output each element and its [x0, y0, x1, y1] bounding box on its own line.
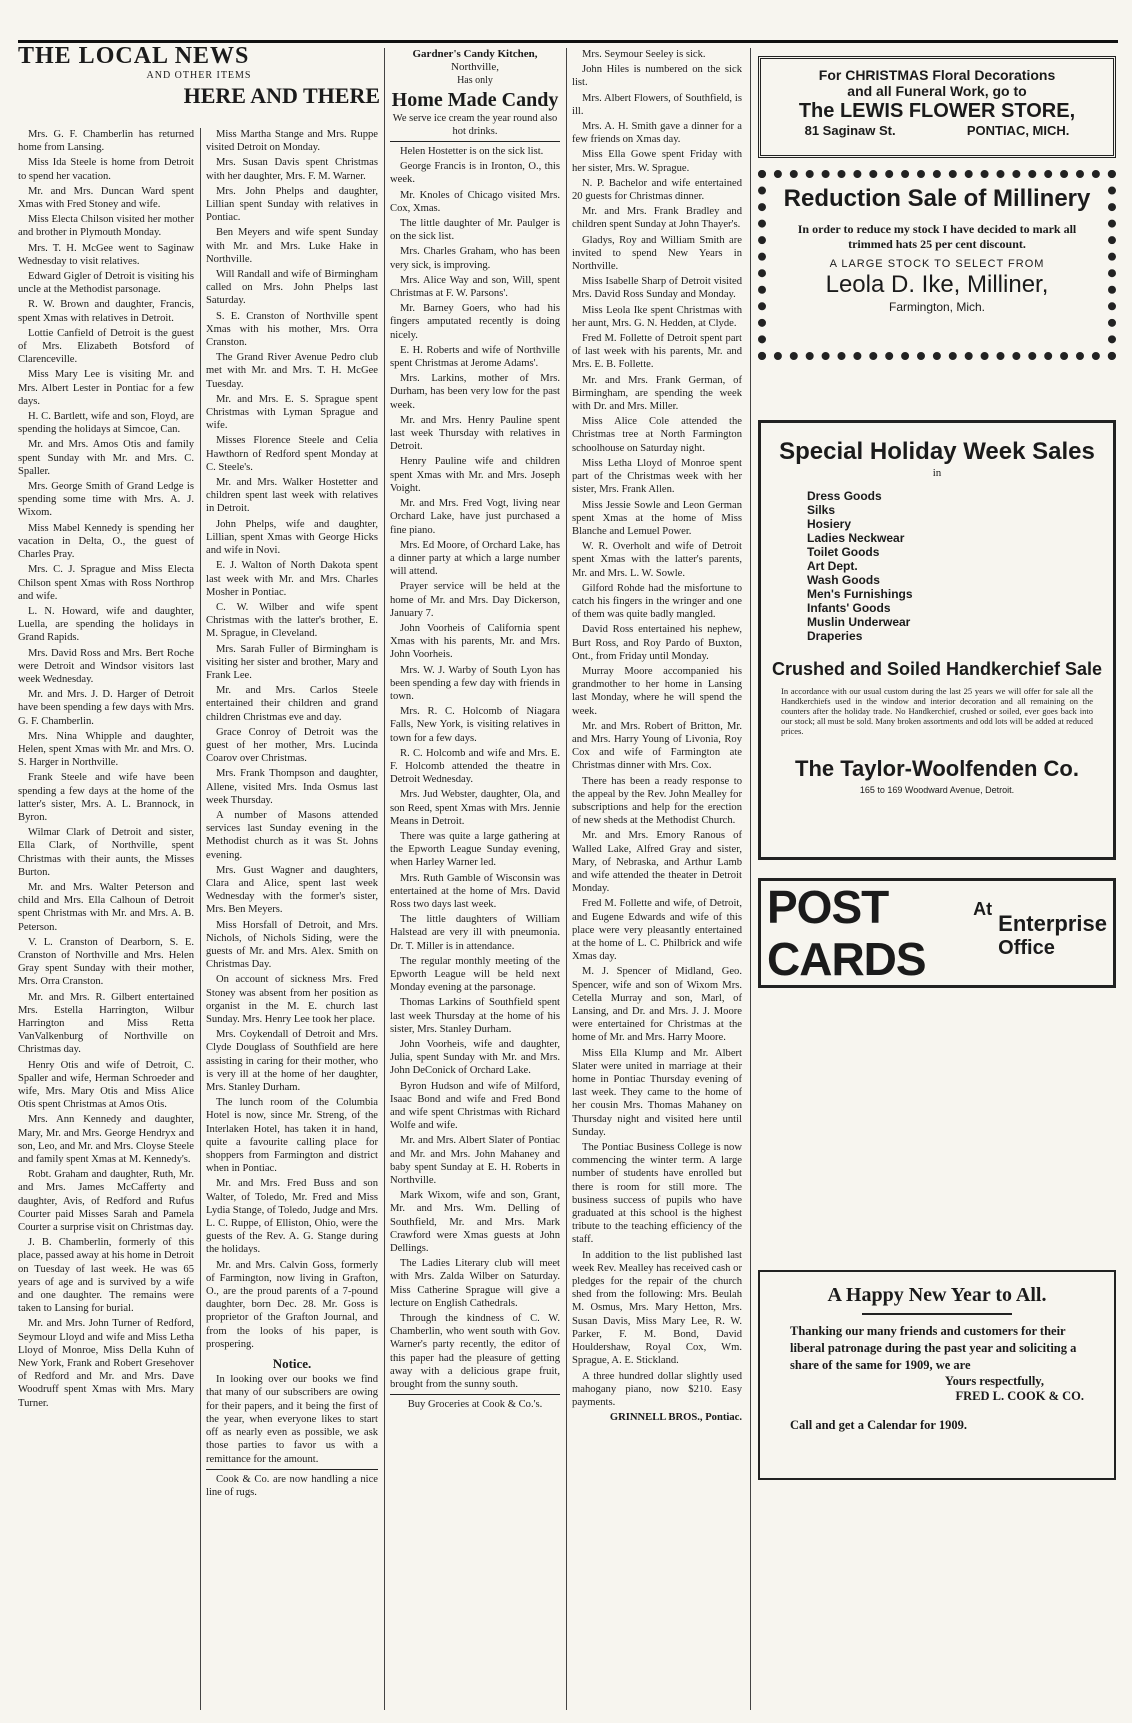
- news-item: Miss Isabelle Sharp of Detroit visited Mrs. David Ross Sunday and Monday.: [572, 276, 742, 301]
- holiday-item: Infants' Goods: [807, 601, 891, 615]
- lewis-line2: and all Funeral Work, go to: [847, 83, 1027, 99]
- news-item: R. C. Holcomb and wife and Mrs. E. F. Holcomb attended the theatre in Detroit Wednesday.: [390, 747, 560, 786]
- col3-footer: Buy Groceries at Cook & Co.'s.: [407, 1399, 543, 1411]
- newyear-body: Thanking our many friends and customers for their liberal patronage during the past year and soliciting a share of the same for 1909, we are: [790, 1324, 1077, 1372]
- newyear-title: A Happy New Year to All.: [827, 1284, 1047, 1306]
- news-item: Mr. and Mrs. Robert of Britton, Mr. and Mrs. Harry Young of Livonia, Roy Cox and wife of Farmington ate Christmas dinner with Mrs. Cox.: [572, 720, 742, 772]
- news-item: The little daughter of Mr. Paulger is on the sick list.: [390, 218, 560, 243]
- millinery-ad: [758, 170, 1116, 360]
- news-item: E. H. Roberts and wife of Northville spent Christmas at Jerome Adams'.: [390, 344, 560, 370]
- news-item: Mr. and Mrs. J. D. Harger of Detroit have been spending a few days with Mrs. G. F. Chamberlin.: [18, 689, 194, 727]
- notice-body: In looking over our books we find that many of our subscribers are owing for their papers, and it being the first of the year, when everyone likes to start off as nearly even as possible, we ask those parties to favor us with a remittance for the amount.: [206, 1374, 378, 1465]
- news-item: Mrs. Albert Flowers, of Southfield, is ill.: [572, 92, 742, 117]
- holiday-item: Dress Goods: [807, 489, 882, 503]
- holiday-item: Wash Goods: [807, 573, 880, 587]
- news-item: Mr. and Mrs. John Turner of Redford, Seymour Lloyd and wife and Miss Letha Lloyd of Monroe, Miss Della Kuhn of New York, Frank and Robert Gresehover of Redford and Mr. and Mrs. Dave Woodruff spent Xmas with Mrs. Mary Turner.: [18, 1318, 194, 1409]
- news-item: Miss Horsfall of Detroit, and Mrs. Nichols, of Nichols Siding, were the guests of Mr. and Mrs. Alex. Smith on Christmas Day.: [206, 919, 378, 971]
- news-item: Lottie Canfield of Detroit is the guest of Mrs. Elizabeth Botsford of Clarenceville.: [18, 327, 194, 366]
- news-item: Miss Electa Chilson visited her mother and brother in Plymouth Monday.: [18, 214, 194, 239]
- news-item: Mrs. G. F. Chamberlin has returned home from Lansing.: [18, 129, 194, 154]
- news-item: Miss Ella Klump and Mr. Albert Slater were united in marriage at their home in Pontiac Thursday evening of last week. They came to the home of her cousin Mrs. Thomas Mahaney on Thursday night and visited here until Sunday.: [572, 1047, 742, 1138]
- news-item: Mrs. R. C. Holcomb of Niagara Falls, New York, is visiting relatives in town for a few days.: [390, 706, 560, 744]
- news-item: Mrs. Frank Thompson and daughter, Allene, visited Mrs. Inda Osmus last week Thursday.: [206, 768, 378, 806]
- news-item: Through the kindness of C. W. Chamberlin, who went south with Gov. Warner's party recently, the editor of this paper had the pleasure of getting away with a delicious grape fruit, brought from the sunny south.: [390, 1313, 560, 1391]
- news-item: R. W. Brown and daughter, Francis, spent Xmas with relatives in Detroit.: [18, 299, 194, 324]
- column-2: [206, 128, 378, 1710]
- news-item: The Pontiac Business College is now commencing the winter term. A large number of students have enrolled but there is room for still more. The business success of pupils who have graduated at this school is the highest tribute to the teaching efficiency of the staff.: [572, 1142, 742, 1246]
- newyear-ad: [758, 1270, 1116, 1480]
- news-item: David Ross entertained his nephew, Burt Ross, and Roy Pardo of Buxton, Ont., from Friday until Monday.: [572, 624, 742, 662]
- holiday-sales-ad: [758, 420, 1116, 860]
- newyear-signature: FRED L. COOK & CO.: [955, 1389, 1084, 1403]
- news-item: Frank Steele and wife have been spending a few days at the home of the latter's sister, Mrs. A. L. Brannock, in Byron.: [18, 772, 194, 823]
- millinery-title: Reduction Sale of Millinery: [783, 185, 1091, 212]
- news-item: Mr. and Mrs. E. S. Sprague spent Christmas with Lyman Sprague and wife.: [206, 393, 378, 432]
- handkerchief-title: Crushed and Soiled Handkerchief Sale: [771, 659, 1103, 679]
- postcards-big: POST CARDS: [767, 881, 926, 985]
- postcards-at: At: [973, 899, 993, 919]
- masthead-here: HERE AND THERE: [183, 83, 380, 108]
- news-item: Will Randall and wife of Birmingham called on Mrs. John Phelps last Saturday.: [206, 269, 378, 307]
- news-item: Fred M. Follette of Detroit spent part of last week with his parents, Mr. and Mrs. E. B. Follette.: [572, 333, 742, 371]
- millinery-name: Leola D. Ike, Milliner,: [825, 271, 1049, 298]
- news-item: Mr. and Mrs. Fred Vogt, living near Orchard Lake, have just purchased a fine piano.: [390, 498, 560, 536]
- news-item: Helen Hostetter is on the sick list.: [400, 146, 544, 158]
- newyear-footer: Call and get a Calendar for 1909.: [790, 1418, 967, 1432]
- gardner-line2: Northville,: [451, 61, 499, 74]
- news-item: Mr. and Mrs. Walker Hostetter and children spent last week with relatives in Detroit.: [206, 477, 378, 515]
- millinery-stock: A LARGE STOCK TO SELECT FROM: [829, 258, 1045, 270]
- news-item: Mrs. C. J. Sprague and Miss Electa Chilson spent Xmas with Ross Northrop and wife.: [18, 564, 194, 602]
- millinery-body: In order to reduce my stock I have decided to mark all trimmed hats 25 per cent discount.: [797, 222, 1077, 251]
- news-item: Murray Moore accompanied his grandmother to her home in Lansing last Monday, where he will spend the week.: [572, 665, 742, 717]
- news-item: John Hiles is numbered on the sick list.: [572, 64, 742, 89]
- news-item: Mr. and Mrs. Carlos Steele entertained their children and grand children Christmas eve and day.: [206, 685, 378, 723]
- news-item: Henry Pauline wife and children spent Xmas with Mr. and Mrs. Joseph Voight.: [390, 456, 560, 494]
- lewis-address: 81 Saginaw St.: [804, 123, 896, 138]
- news-item: Mr. Knoles of Chicago visited Mrs. Cox, Xmas.: [390, 189, 560, 214]
- news-item: Mrs. Nina Whipple and daughter, Helen, spent Xmas with Mr. and Mrs. O. S. Harger in Northville.: [18, 730, 194, 769]
- news-item: V. L. Cranston of Dearborn, S. E. Cranston of Northville and Mrs. Helen Gray spent Sunday with their mother, Mrs. Orra Cranston.: [18, 936, 194, 988]
- news-item: Mr. and Mrs. Amos Otis and family spent Sunday with Mr. and Mrs. C. Spaller.: [18, 439, 194, 477]
- news-item: E. J. Walton of North Dakota spent last week with Mr. and Mrs. Charles Mosher in Pontiac.: [206, 560, 378, 598]
- lewis-city: PONTIAC, MICH.: [966, 123, 1070, 138]
- holiday-in: in: [932, 467, 942, 479]
- news-item: George Francis is in Ironton, O., this week.: [390, 161, 560, 186]
- handkerchief-body: In accordance with our usual custom during the last 25 years we will offer for sale all the Handkerchiefs used in the window and interior decoration and all remaining on the counters after the holiday trade. No Handkerchief, crushed or soiled, ever goes back into our stock; all must be sold. Many broken assortments and odd lots will be added at reduced prices.: [781, 686, 1093, 736]
- news-item: Miss Ella Gowe spent Friday with her sister, Mrs. W. Sprague.: [572, 149, 742, 174]
- news-item: The Grand River Avenue Pedro club met with Mr. and Mrs. T. H. McGee Tuesday.: [206, 352, 378, 390]
- news-item: Fred M. Follette and wife, of Detroit, and Eugene Edwards and wife of this place were very pleasantly entertained at the home of L. C. Philbrick and wife Xmas day.: [572, 898, 742, 963]
- news-item: Ben Meyers and wife spent Sunday with Mr. and Mrs. Luke Hake in Northville.: [206, 227, 378, 265]
- gardner-body: We serve ice cream the year round also hot drinks.: [392, 112, 558, 137]
- news-item: Mr. and Mrs. Fred Buss and son Walter, of Toledo, Mr. Fred and Miss Lydia Stange, of Toledo, Judge and Mrs. L. C. Ruppe, of Elliston, Ohio, were the guests of the Rev. A. G. Stange during the holidays.: [206, 1178, 378, 1256]
- news-item: Miss Martha Stange and Mrs. Ruppe visited Detroit on Monday.: [206, 129, 378, 154]
- column-rule: [566, 48, 567, 1710]
- news-item: J. B. Chamberlin, formerly of this place, passed away at his home in Detroit on Tuesday of last week. He was 65 years of age and is survived by a wife and one daughter. The remains were taken to Lansing for burial.: [18, 1237, 194, 1315]
- news-item: In addition to the list published last week Rev. Mealley has received cash or pledges for the repair of the church shed from the following: Mrs. Beulah M. Osmus, Mrs. Mary Hetton, Mrs. Susan Davis, Miss Mary Lee, R. W. Parker, F. M. Bond, David Houldershaw, Royal Cox, Wm. Sprague, A. E. Stickland.: [572, 1249, 742, 1367]
- news-item: L. N. Howard, wife and daughter, Luella, are spending the holidays in Grand Rapids.: [18, 605, 194, 644]
- news-item: Mrs. David Ross and Mrs. Bert Roche were Detroit and Windsor visitors last week Wednesday.: [18, 647, 194, 685]
- news-item: H. C. Bartlett, wife and son, Floyd, are spending the holidays at Simcoe, Can.: [18, 411, 194, 436]
- col4-footer-sig: GRINNELL BROS., Pontiac.: [609, 1412, 742, 1424]
- holiday-company: The Taylor-Woolfenden Co.: [795, 756, 1079, 781]
- news-item: Mr. and Mrs. Duncan Ward spent Xmas with Fred Stoney and wife.: [18, 185, 194, 211]
- news-item: Mrs. Susan Davis spent Christmas with her daughter, Mrs. F. M. Warner.: [206, 157, 378, 182]
- divider: [206, 1469, 378, 1470]
- news-item: The lunch room of the Columbia Hotel is now, since Mr. Streng, of the Interlaken Hotel, has taken it in hand, quite a favourite calling place for shoppers from Farmington and district when in Pontiac.: [206, 1097, 378, 1175]
- holiday-title: Special Holiday Week Sales: [779, 438, 1095, 465]
- holiday-item: Art Dept.: [807, 559, 858, 573]
- news-item: Mrs. Coykendall of Detroit and Mrs. Clyde Douglass of Southfield are here assisting in caring for their mother, who is very ill at the home of her daughter, Mrs. Stanley Durham.: [206, 1029, 378, 1094]
- news-item: The Ladies Literary club will meet with Mrs. Zalda Wilber on Saturday. Miss Catherine Sprague will give a lecture on English Cathedrals.: [390, 1258, 560, 1309]
- holiday-item: Hosiery: [807, 517, 852, 531]
- news-item: Mrs. T. H. McGee went to Saginaw Wednesday to visit relatives.: [18, 242, 194, 267]
- holiday-item: Ladies Neckwear: [807, 531, 905, 545]
- news-item: Mrs. W. J. Warby of South Lyon has been spending a few day with friends in town.: [390, 664, 560, 702]
- news-item: John Voorheis of California spent Xmas with his parents, Mr. and Mrs. John Voorheis.: [390, 622, 560, 661]
- news-item: C. W. Wilber and wife spent Christmas with the latter's brother, E. M. Sprague, in Cleveland.: [206, 601, 378, 640]
- lewis-flower-ad: [758, 56, 1116, 158]
- column-1: [18, 128, 194, 1710]
- postcards-where1: Enterprise: [998, 910, 1107, 936]
- gardner-line3: Has only: [457, 75, 493, 87]
- news-item: Byron Hudson and wife of Milford, Isaac Bond and wife and Fred Bond and wife spent Christmas with Richard Wolfe and wife.: [390, 1080, 560, 1132]
- news-item: N. P. Bachelor and wife entertained 20 guests for Christmas dinner.: [572, 177, 742, 203]
- news-item: Mr. Barney Goers, who had his fingers amputated recently is doing nicely.: [390, 303, 560, 341]
- news-item: There has been a ready response to the appeal by the Rev. John Mealley for subscriptions and help for the erection of new sheds at the Methodist Church.: [572, 775, 742, 827]
- column-3: [390, 48, 560, 1710]
- news-item: Mrs. Seymour Seeley is sick.: [582, 49, 706, 60]
- news-item: Mr. and Mrs. Frank Bradley and children spent Sunday at John Thayer's.: [572, 206, 742, 231]
- news-item: Mr. and Mrs. Calvin Goss, formerly of Farmington, now living in Grafton, O., are the proud parents of a 7-pound daughter, born Dec. 28. Mr. Goss is proprietor of the Grafton Journal, and from the looks of his paper, is prospering.: [206, 1259, 378, 1350]
- news-item: Mr. and Mrs. Frank German, of Birmingham, are spending the week with Dr. and Mrs. Miller.: [572, 374, 742, 413]
- news-item: Mr. and Mrs. R. Gilbert entertained Mrs. Estella Harrington, Wilbur Harrington and Miss Retta VanValkenburg of Northville on Christmas day.: [18, 991, 194, 1056]
- news-item: Wilmar Clark of Detroit and sister, Ella Clark, of Northville, spent Christmas with their aunts, the Misses Burton.: [18, 827, 194, 878]
- news-item: Miss Ida Steele is home from Detroit to spend her vacation.: [18, 157, 194, 182]
- notice-footer: Cook & Co. are now handling a nice line of rugs.: [206, 1473, 378, 1498]
- news-item: Robt. Graham and daughter, Ruth, Mr. and Mrs. James McCafferty and daughter, Avis, of Redford and Rufus Courter paid Misses Sarah and Pamela Courter a surprise visit on Christmas day.: [18, 1169, 194, 1234]
- holiday-items-list: [807, 489, 1107, 643]
- news-item: Mrs. Ruth Gamble of Wisconsin was entertained at the home of Mrs. David Ross two days last week.: [390, 872, 560, 910]
- news-item: Mrs. George Smith of Grand Ledge is spending some time with Mrs. A. J. Wixom.: [18, 481, 194, 519]
- newyear-closing: Yours respectfully,: [944, 1374, 1044, 1388]
- masthead-subtitle: AND OTHER ITEMS: [146, 70, 252, 81]
- holiday-item: Muslin Underwear: [807, 615, 911, 629]
- news-item: Thomas Larkins of Southfield spent last week Thursday at the home of his sister, Mrs. Stanley Durham.: [390, 997, 560, 1035]
- holiday-item: Silks: [807, 503, 836, 517]
- news-item: Miss Mary Lee is visiting Mr. and Mrs. Albert Lester in Pontiac for a few days.: [18, 369, 194, 407]
- news-item: Edward Gigler of Detroit is visiting his uncle at the Methodist parsonage.: [18, 271, 194, 296]
- news-item: Mr. and Mrs. Albert Slater of Pontiac and Mr. and Mrs. John Mahaney and baby spent Sunday at E. H. Roberts in Northville.: [390, 1135, 560, 1187]
- news-item: Mr. and Mrs. Emory Ranous of Walled Lake, Alfred Gray and sister, Mary, of Nebraska, and Arthur Lamb and wife attended the theater in Detroit Monday.: [572, 830, 742, 895]
- news-item: Mark Wixom, wife and son, Grant, Mr. and Mrs. Wm. Delling of Southfield, Mr. and Mrs. Mark Crawford were Xmas guests at John Dellings.: [390, 1190, 560, 1255]
- news-item: The regular monthly meeting of the Epworth League will be held next Monday evening at the parsonage.: [390, 955, 560, 994]
- ads-column: [758, 48, 1116, 1708]
- news-item: Miss Jessie Sowle and Leon German spent Xmas at the home of Miss Blanche and Lemuel Power.: [572, 499, 742, 537]
- news-item: Misses Florence Steele and Celia Hawthorn of Redford spent Monday at C. Steele's.: [206, 435, 378, 473]
- news-item: Mrs. A. H. Smith gave a dinner for a few friends on Xmas day.: [572, 121, 742, 146]
- news-item: Mrs. John Phelps and daughter, Lillian spent Sunday with relatives in Pontiac.: [206, 185, 378, 224]
- newspaper-page: [18, 20, 1118, 1710]
- holiday-item: Toilet Goods: [807, 545, 880, 559]
- news-item: W. R. Overholt and wife of Detroit spent Xmas with the latter's parents, Mr. and Mrs. L. W. Sowle.: [572, 541, 742, 579]
- news-item: Mr. and Mrs. Walter Peterson and child and Mrs. Ella Calhoun of Detroit spent Christmas with Mr. and Mrs. A. B. Peterson.: [18, 881, 194, 933]
- news-item: A number of Masons attended services last Sunday evening in the Methodist church as it was St. Johns evening.: [206, 809, 378, 861]
- divider: [862, 1313, 1012, 1315]
- postcards-ad: [758, 878, 1116, 988]
- holiday-item: Draperies: [807, 629, 863, 643]
- divider: [390, 1394, 560, 1395]
- news-item: John Voorheis, wife and daughter, Julia, spent Sunday with Mr. and Mrs. John DeConick of Orchard Lake.: [390, 1039, 560, 1077]
- news-item: Mrs. Ann Kennedy and daughter, Mary, Mr. and Mrs. George Hendryx and son, Leo, and Mr. and Mrs. Cloyse Steele and family spent Xmas at M. Kennedy's.: [18, 1114, 194, 1166]
- news-item: Mrs. Larkins, mother of Mrs. Durham, has been very low for the past week.: [390, 373, 560, 411]
- news-item: John Phelps, wife and daughter, Lillian, spent Xmas with George Hicks and wife in Novi.: [206, 518, 378, 557]
- lewis-line1: For CHRISTMAS Floral Decorations: [818, 67, 1056, 83]
- news-item: Mrs. Sarah Fuller of Birmingham is visiting her sister and brother, Mary and Frank Lee.: [206, 643, 378, 681]
- news-item: Miss Letha Lloyd of Monroe spent part of the Christmas week with her sister, Mrs. Frank Allen.: [572, 457, 742, 496]
- news-item: S. E. Cranston of Northville spent Xmas with his mother, Mrs. Orra Cranston.: [206, 310, 378, 349]
- news-item: M. J. Spencer of Midland, Geo. Spencer, wife and son of Wixom Mrs. Cetella Murray and son, Marl, of Lansing, and Dr. and Mrs. J. J. Moore were entertained for Christmas at the home of Mr. and Mrs. Harry Moore.: [572, 966, 742, 1044]
- masthead-title: THE LOCAL NEWS: [18, 43, 250, 69]
- column-rule: [750, 48, 751, 1710]
- holiday-address: 165 to 169 Woodward Avenue, Detroit.: [859, 785, 1015, 795]
- news-item: Prayer service will be held at the home of Mr. and Mrs. Day Dickerson, January 7.: [390, 581, 560, 619]
- news-item: Miss Leola Ike spent Christmas with her aunt, Mrs. G. N. Hedden, at Clyde.: [572, 304, 742, 329]
- news-item: Mrs. Jud Webster, daughter, Ola, and son Reed, spent Xmas with Mrs. Jennie Means in Detroit.: [390, 789, 560, 827]
- holiday-item: Men's Furnishings: [807, 587, 913, 601]
- news-item: Miss Mabel Kennedy is spending her vacation in Delta, O., the guest of Charles Pray.: [18, 522, 194, 561]
- news-item: Mrs. Ed Moore, of Orchard Lake, has a dinner party at which a large number will attend.: [390, 539, 560, 578]
- column-rule: [200, 128, 201, 1710]
- news-item: Henry Otis and wife of Detroit, C. Spaller and wife, Herman Schroeder and wife, Mrs. Mary Otis and Miss Alice Otis spent Christmas at Amos Otis.: [18, 1059, 194, 1111]
- news-item: The little daughters of William Halstead are very ill with pneumonia. Dr. T. Miller is in attendance.: [390, 914, 560, 952]
- news-item: There was quite a large gathering at the Epworth League Sunday evening, when Harley Warner led.: [390, 830, 560, 869]
- gardner-ad: [390, 48, 560, 142]
- lewis-line3: The LEWIS FLOWER STORE,: [798, 100, 1076, 122]
- gardner-title: Home Made Candy: [391, 88, 559, 111]
- millinery-place: Farmington, Mich.: [888, 300, 986, 314]
- news-item: On account of sickness Mrs. Fred Stoney was absent from her position as organist in the M. E. church last Sunday. Mrs. Henry Lee took her place.: [206, 974, 378, 1025]
- masthead: [18, 42, 380, 113]
- column-4: [572, 48, 742, 1710]
- postcards-where2: Office: [998, 936, 1055, 959]
- news-item: Mrs. Gust Wagner and daughters, Clara and Alice, spent last week Wednesday with the former's sister, Mrs. Ben Meyers.: [206, 864, 378, 916]
- news-item: Gladys, Roy and William Smith are invited to spend New Years in Northville.: [572, 234, 742, 273]
- notice-heading: Notice.: [272, 1356, 312, 1372]
- news-item: Gilford Rohde had the misfortune to catch his fingers in the wringer and one of them was quite badly mangled.: [572, 582, 742, 621]
- news-item: Mrs. Charles Graham, who has been very sick, is improving.: [390, 246, 560, 271]
- news-item: Grace Conroy of Detroit was the guest of her mother, Mrs. Lucinda Coarov over Christmas.: [206, 726, 378, 765]
- column-rule: [384, 48, 385, 1710]
- col4-footer-body: A three hundred dollar slightly used mahogany piano, now $210. Easy payments.: [572, 1370, 742, 1408]
- gardner-line1: Gardner's Candy Kitchen,: [412, 48, 538, 60]
- news-item: Mrs. Alice Way and son, Will, spent Christmas at F. W. Parsons'.: [390, 274, 560, 300]
- news-item: Mr. and Mrs. Henry Pauline spent last week Thursday with relatives in Detroit.: [390, 414, 560, 453]
- news-item: Miss Alice Cole attended the Christmas tree at North Farmington schoolhouse on Saturday night.: [572, 416, 742, 454]
